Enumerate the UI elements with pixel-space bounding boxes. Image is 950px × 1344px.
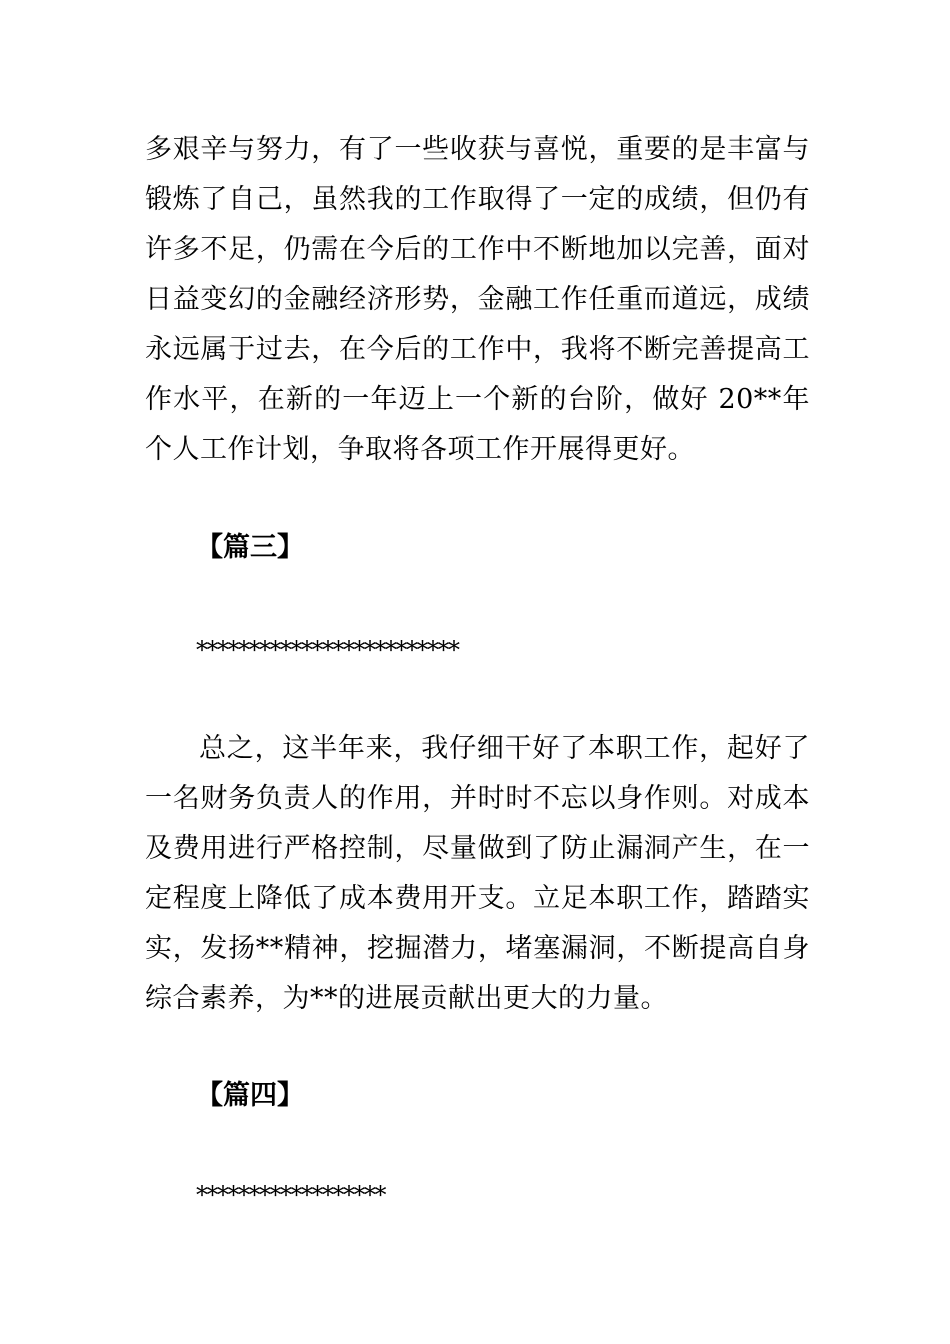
- section-title-3: *************************: [196, 636, 459, 664]
- section-heading-3: 【篇三】: [196, 532, 304, 563]
- section-heading-4: 【篇四】: [196, 1080, 304, 1111]
- paragraph-summary: 总之，这半年来，我仔细干好了本职工作，起好了一名财务负责人的作用，并时时不忘以身作则。对成本及费用进行严格控制，尽量做到了防止漏洞产生，在一定程度上降低了成本费用开支。立足本职工作，踏踏实实，发扬**精神，挖掘潜力，堵塞漏洞，不断提高自身综合素养，为**的进展贡献出更大的力量。: [145, 733, 810, 1014]
- paragraph-continuation: 多艰辛与努力，有了一些收获与喜悦，重要的是丰富与锻炼了自己，虽然我的工作取得了一定的成绩，但仍有许多不足，仍需在今后的工作中不断地加以完善，面对日益变幻的金融经济形势，金融工作任重而道远，成绩永远属于过去，在今后的工作中，我将不断完善提高工作水平，在新的一年迈上一个新的台阶，做好 20**年个人工作计划，争取将各项工作开展得更好。: [145, 134, 810, 465]
- section-title-4: ******************: [196, 1181, 385, 1209]
